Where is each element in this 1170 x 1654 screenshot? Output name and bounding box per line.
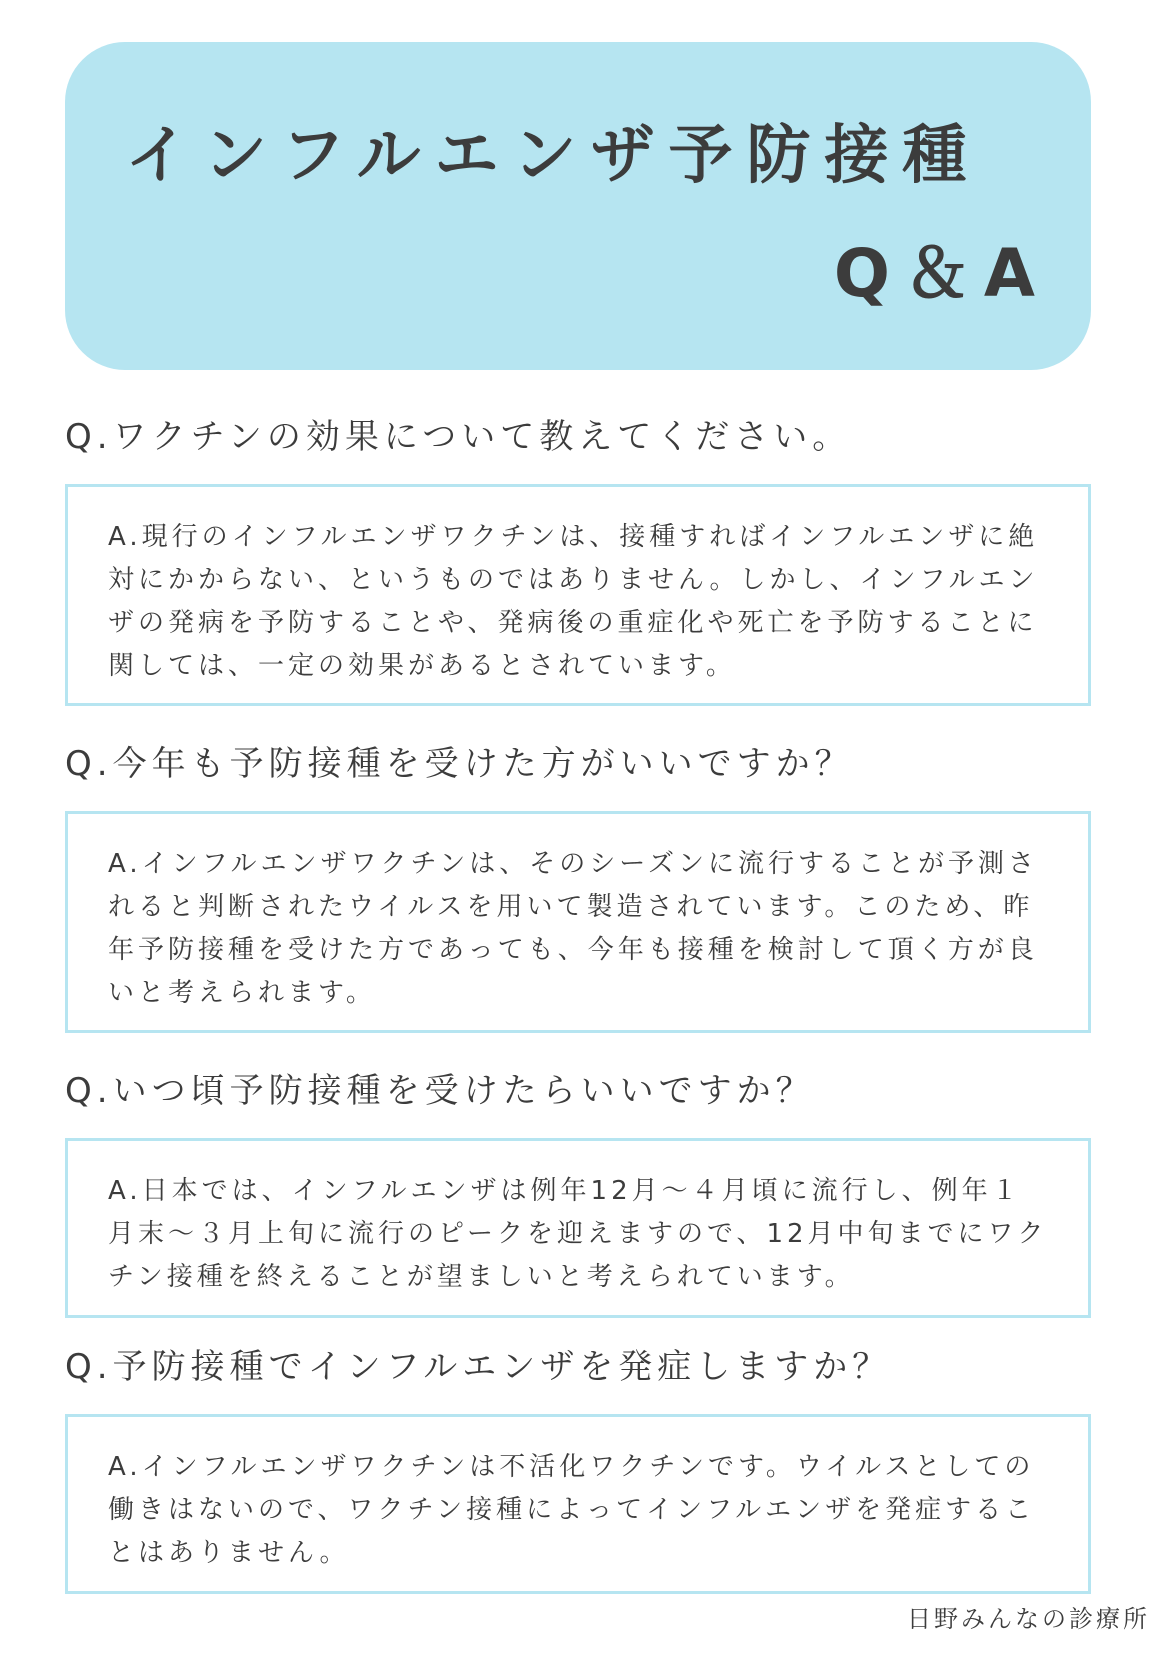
question-text: Q.ワクチンの効果について教えてください。 — [65, 417, 852, 457]
answer-box: A.日本では、インフルエンザは例年12月～４月頃に流行し、例年１月末～３月上旬に流行のピークを迎えますので、12月中旬までにワクチン接種を終えることが望ましいと考えられています。 — [65, 1138, 1091, 1318]
question-text: Q.今年も予防接種を受けた方がいいですか？ — [65, 744, 854, 784]
page-subtitle: Q＆A — [833, 235, 1049, 312]
qa-item-3 — [65, 1070, 1091, 1318]
qa-item-1 — [65, 416, 1091, 706]
answer-box: A.現行のインフルエンザワクチンは、接種すればインフルエンザに絶対にかからない、というものではありません。しかし、インフルエンザの発病を予防することや、発病後の重症化や死亡を予防することに関しては、一定の効果があるとされています。 — [65, 484, 1091, 706]
question-text: Q.予防接種でインフルエンザを発症しますか？ — [65, 1347, 892, 1387]
answer-box: A.インフルエンザワクチンは不活化ワクチンです。ウイルスとしての働きはないので、ワクチン接種によってインフルエンザを発症することはありません。 — [65, 1414, 1091, 1594]
qa-item-4 — [65, 1346, 1091, 1594]
qa-item-2 — [65, 743, 1091, 1033]
answer-box: A.インフルエンザワクチンは、そのシーズンに流行することが予測されると判断されたウイルスを用いて製造されています。このため、昨年予防接種を受けた方であっても、今年も接種を検討して頂く方が良いと考えられます。 — [65, 811, 1091, 1033]
header-banner — [65, 42, 1091, 370]
clinic-name: 日野みんなの診療所 — [907, 1605, 1150, 1633]
question-text: Q.いつ頃予防接種を受けたらいいですか？ — [65, 1071, 815, 1111]
page-title: インフルエンザ予防接種 — [125, 119, 981, 193]
